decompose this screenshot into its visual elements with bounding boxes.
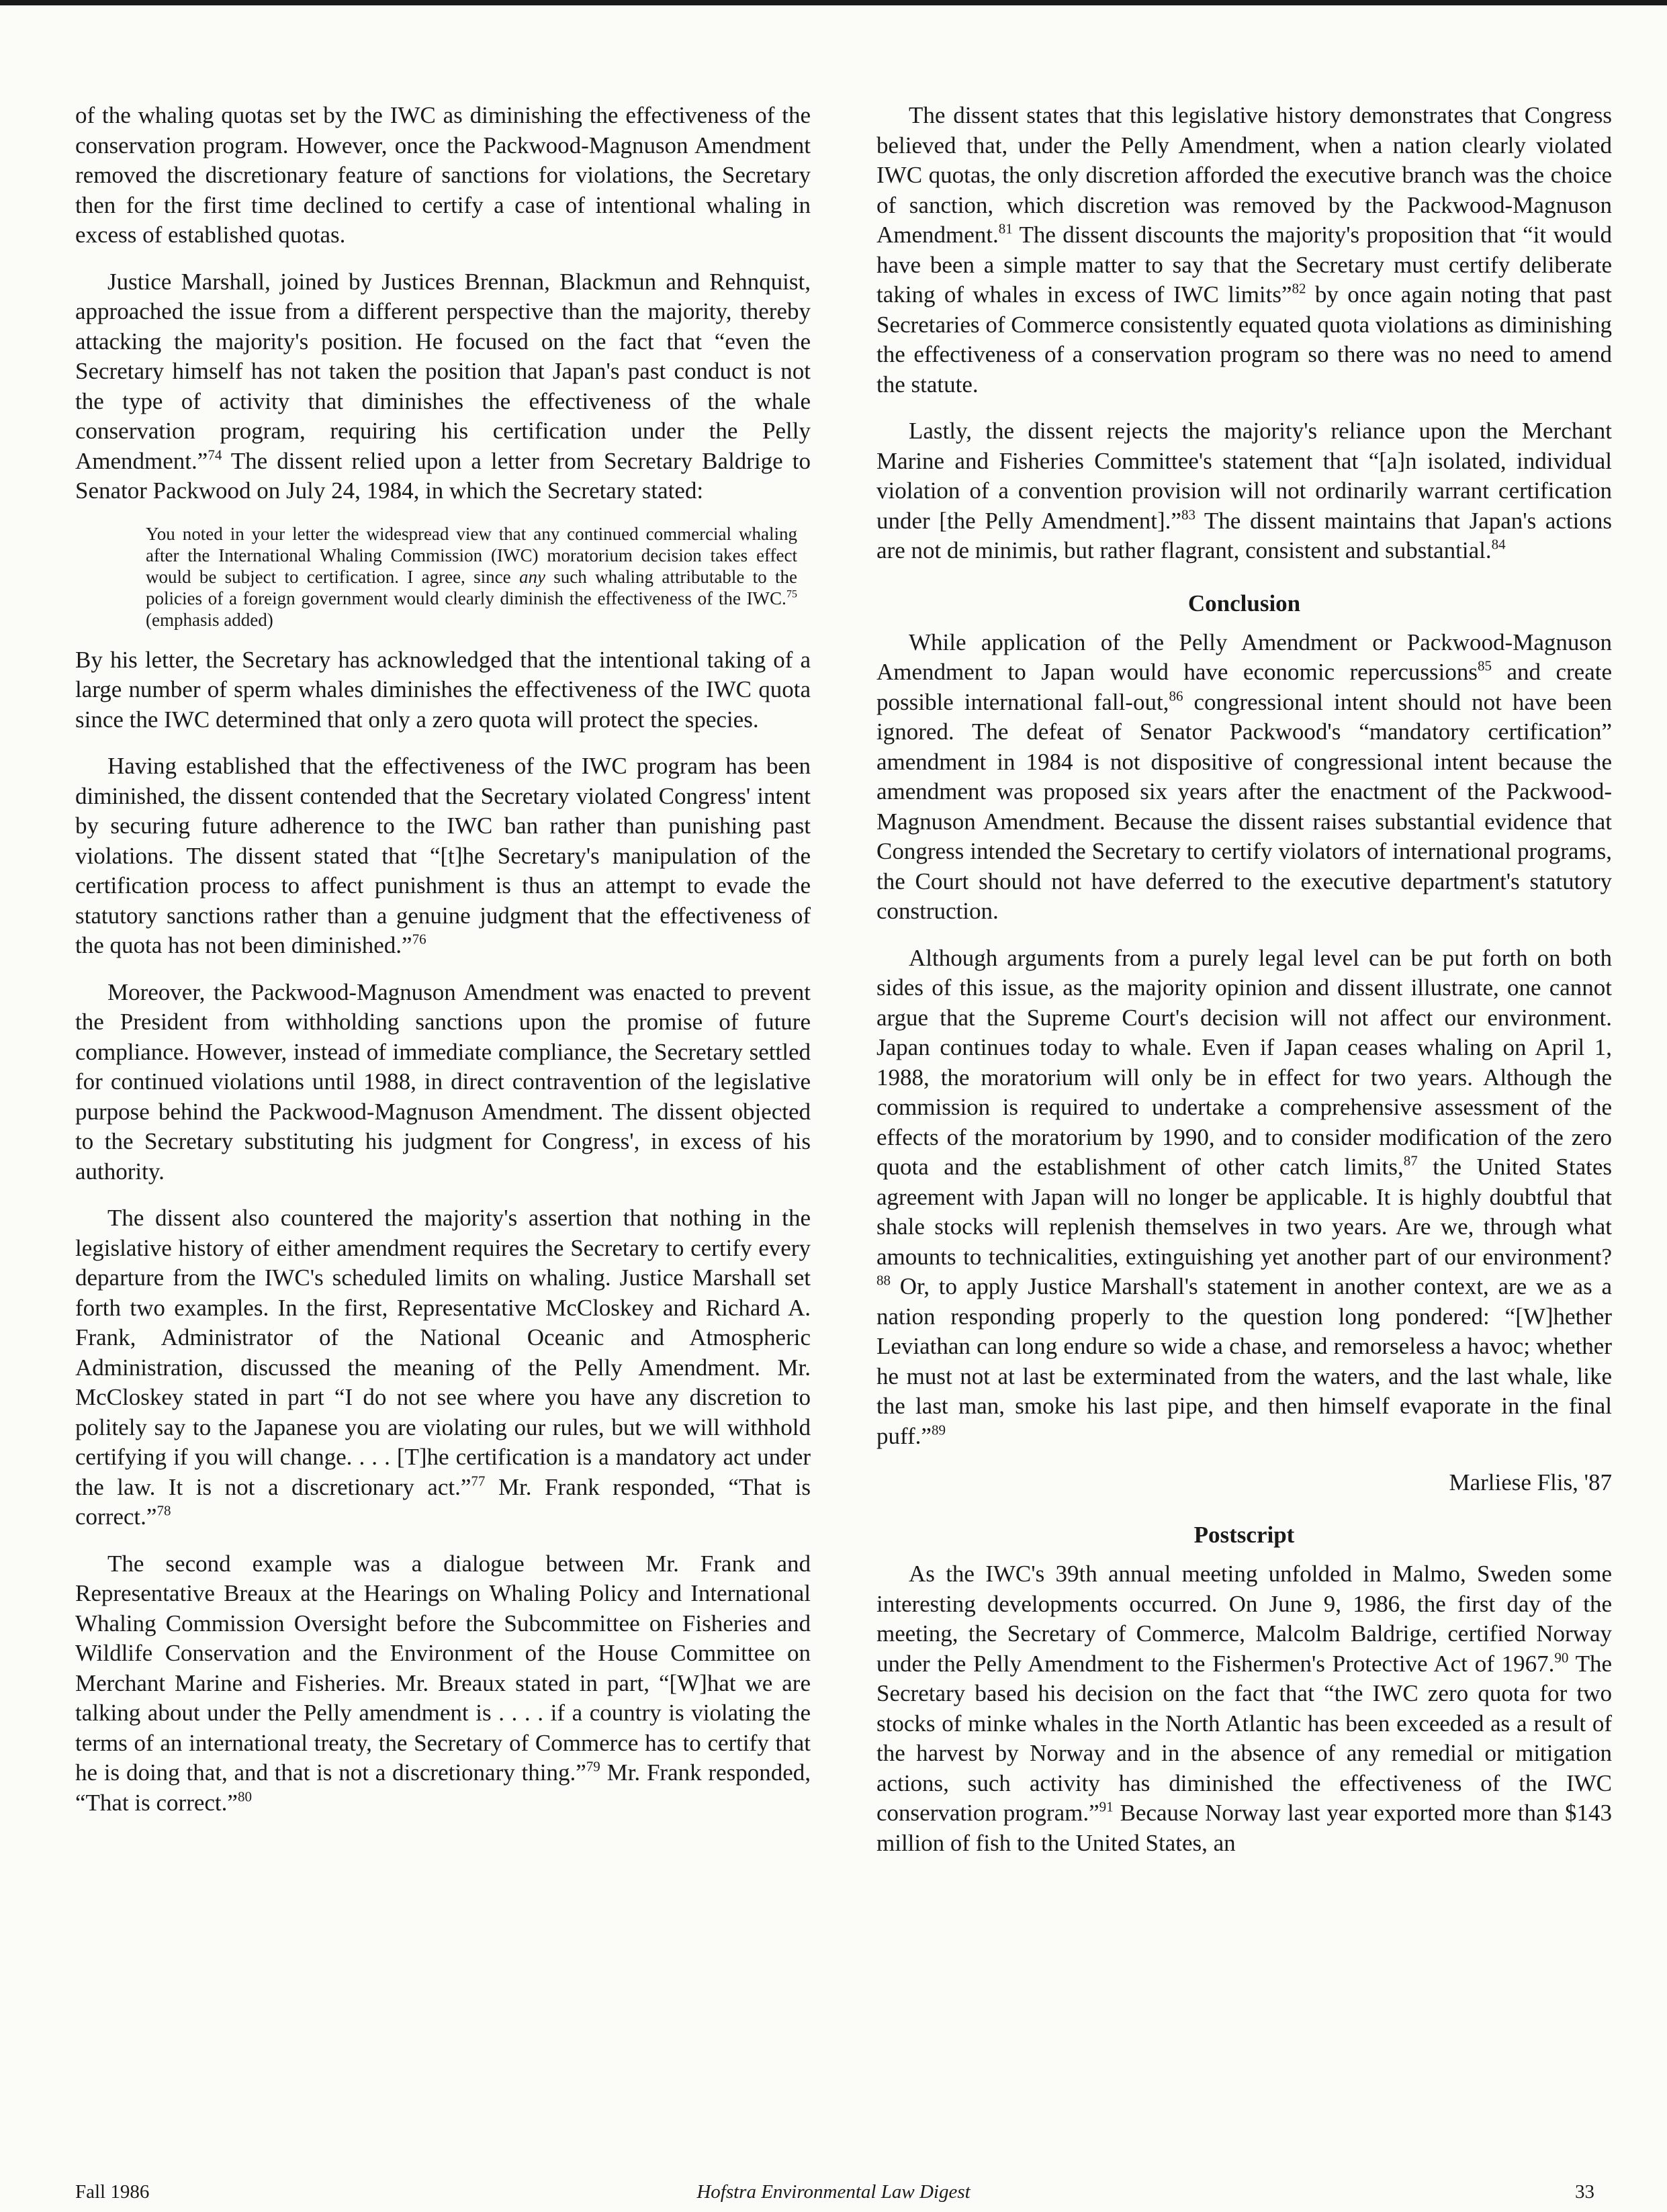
footnote-ref: 84 xyxy=(1491,536,1506,553)
footnote-ref: 88 xyxy=(876,1272,891,1289)
footnote-ref: 91 xyxy=(1099,1798,1114,1815)
left-column xyxy=(75,101,811,1835)
footnote-ref: 89 xyxy=(931,1421,946,1438)
footnote-ref: 83 xyxy=(1181,506,1196,522)
footnote-ref: 82 xyxy=(1292,280,1306,297)
footnote-ref: 76 xyxy=(412,931,426,948)
author-signature: Marliese Flis, '87 xyxy=(1449,1469,1612,1495)
top-rule xyxy=(0,0,1667,5)
footnote-ref: 77 xyxy=(471,1472,486,1489)
paragraph: Lastly, the dissent rejects the majority's reliance upon the Merchant Marine and Fisheries Committee's statement that “[a]n isolated, individual violation of a convention provision will not ordinarily warrant certification under [the Pelly Amendment].”$^{83}$ The dissent maintains that Japan's actions are not de minimis, but rather flagrant, consistent and substantial.$^{84}$ xyxy=(876,418,1612,563)
paragraph: The second example was a dialogue between Mr. Frank and Representative Breaux at the Hearings on Whaling Policy and International Whaling Commission Oversight before the Subcommittee on Fisheries and Wildlife Conservation and the Environment of the House Committee on Merchant Marine and Fisheries. Mr. Breaux stated in part, “[W]hat we are talking about under the Pelly amendment is . . . . if a country is violating the terms of an international treaty, the Secretary of Commerce has to certify that he is doing that, and that is not a discretionary thing.”$^{79}$ Mr. Frank responded, “That is correct.”$^{80}$ xyxy=(75,1550,811,1816)
footer-issue: Fall 1986 xyxy=(75,2181,150,2203)
footnote-ref: 90 xyxy=(1554,1649,1569,1665)
section-heading-postscript: Postscript xyxy=(1193,1522,1295,1548)
paragraph: While application of the Pelly Amendment or Packwood-Magnuson Amendment to Japan would have economic repercussions$^{85}$ and create possible international fall-out,$^{86}$ congressional intent should not have been ignored. The defeat of Senator Packwood's “mandatory certification” amendment in 1984 is not dispositive of congressional intent because the amendment was proposed six years after the enactment of the Packwood-Magnuson Amendment. Because the dissent raises substantial evidence that Congress intended the Secretary to certify violators of international programs, the Court should not have deferred to the executive department's statutory construction. xyxy=(876,629,1612,924)
paragraph: Justice Marshall, joined by Justices Brennan, Blackmun and Rehnquist, approached the issue from a different perspective than the majority, thereby attacking the majority's position. He focused on the fact that “even the Secretary himself has not taken the position that Japan's past conduct is not the type of activity that diminishes the effectiveness of the whale conservation program, requiring his certification under the Pelly Amendment.”$^{74}$ The dissent relied upon a letter from Secretary Baldrige to Senator Packwood on July 24, 1984, in which the Secretary stated: xyxy=(75,268,811,504)
paragraph: Having established that the effectiveness of the IWC program has been diminished, the dissent contended that the Secretary violated Congress' intent by securing future adherence to the IWC ban rather than punishing past violations. The dissent stated that “[t]he Secretary's manipulation of the certification process to affect punishment is thus an attempt to evade the statutory sanctions rather than a genuine judgment that the effectiveness of the quota has not been diminished.”$^{76}$ xyxy=(75,753,811,958)
footnote-ref: 74 xyxy=(208,446,222,463)
footnote-ref: 85 xyxy=(1477,657,1492,674)
footnote-ref: 78 xyxy=(156,1502,171,1519)
paragraph: The dissent also countered the majority's assertion that nothing in the legislative history of either amendment requires the Secretary to certify every departure from the IWC's scheduled limits on whaling. Justice Marshall set forth two examples. In the first, Representative McCloskey and Richard A. Frank, Administrator of the National Oceanic and Atmospheric Administration, discussed the meaning of the Pelly Amendment. Mr. McCloskey stated in part “I do not see where you have any discretion to politely say to the Japanese you are violating our rules, but we will withhold certifying if you will change. . . . [T]he certification is a mandatory act under the law. It is not a discretionary act.”$^{77}$ Mr. Frank responded, “That is correct.”$^{78}$ xyxy=(75,1205,811,1530)
footnote-ref: 79 xyxy=(586,1758,600,1775)
paragraph: As the IWC's 39th annual meeting unfolded in Malmo, Sweden some interesting developments occurred. On June 9, 1986, the first day of the meeting, the Secretary of Commerce, Malcolm Baldrige, certified Norway under the Pelly Amendment to the Fishermen's Protective Act of 1967.90 The Secretary based his decision on the fact that “the IWC zero quota for two stocks of minke whales in the North Atlantic has been exceeded as a result of the harvest by Norway and in the absence of any remedial or mitigation actions, such activity has diminished the effectiveness of the IWC conservation program.”$^{91}$ Because Norway last year exported more than $143 million of fish to the United States, an xyxy=(876,1561,1613,1856)
paragraph: of the whaling quotas set by the IWC as diminishing the effectiveness of the conservation program. However, once the Packwood-Magnuson Amendment removed the discretionary feature of sanctions for violations, the Secretary then for the first time declined to certify a case of intentional whaling in excess of established quotas. xyxy=(75,102,811,248)
footnote-ref: 80 xyxy=(237,1788,252,1804)
footnote-ref: 87 xyxy=(1403,1152,1418,1169)
footnote-ref: 75 xyxy=(786,587,797,600)
footer-journal: Hofstra Environmental Law Digest xyxy=(696,2181,971,2203)
section-heading-conclusion: Conclusion xyxy=(1187,590,1301,616)
footnote-ref: 86 xyxy=(1169,687,1183,704)
block-quote: You noted in your letter the widespread view that any continued commercial whaling after the International Whaling Commission (IWC) moratorium decision takes effect would be subject to certification. I agree, since any such whaling attributable to the policies of a foreign government would clearly diminish the effectiveness of the IWC.$^{75}$ (emphasis added) xyxy=(146,523,797,630)
footnote-ref: 81 xyxy=(998,220,1013,237)
paragraph: The dissent states that this legislative history demonstrates that Congress believed that, under the Pelly Amendment, when a nation clearly violated IWC quotas, the only discretion afforded the executive branch was the choice of sanction, which discretion was removed by the Packwood-Magnuson Amendment.$^{81}$ The dissent discounts the majority's proposition that “it would have been a simple matter to say that the Secretary must certify deliberate taking of whales in excess of IWC limits”$^{82}$ by once again noting that past Secretaries of Commerce consistently equated quota violations as diminishing the effectiveness of a conservation program so there was no need to amend the statute. xyxy=(876,102,1612,398)
right-column xyxy=(876,101,1612,1875)
footer-page-number: 33 xyxy=(1575,2181,1594,2203)
paragraph: By his letter, the Secretary has acknowledged that the intentional taking of a large number of sperm whales diminishes the effectiveness of the IWC quota since the IWC determined that only a zero quota will protect the species. xyxy=(75,646,811,733)
paragraph: Although arguments from a purely legal level can be put forth on both sides of this issue, as the majority opinion and dissent illustrate, one cannot argue that the Supreme Court's decision will not affect our environment. Japan continues today to whale. Even if Japan ceases whaling on April 1, 1988, the moratorium will only be in effect for two years. Although the commission is required to undertake a comprehensive assessment of the effects of the moratorium by 1990, and to consider modification of the zero quota and the establishment of other catch limits,$^{87}$ the United States agreement with Japan will no longer be applicable. It is highly doubtful that shale stocks will replenish themselves in two years. Are we, through what amounts to technicalities, extinguishing yet another part of our environment?$^{88}$ Or, to apply Justice Marshall's statement in another context, are we as a nation responding properly to the question long pondered: “[W]hether Leviathan can long endure so wide a chase, and remorseless a havoc; whether he must not at last be exterminated from the waters, and the last whale, like the last man, smoke his last pipe, and then himself evaporate in the final puff.”$^{89}$ xyxy=(876,944,1612,1449)
paragraph: Moreover, the Packwood-Magnuson Amendment was enacted to prevent the President from withholding sanctions upon the promise of future compliance. However, instead of immediate compliance, the Secretary settled for continued violations until 1988, in direct contravention of the legislative purpose behind the Packwood-Magnuson Amendment. The dissent objected to the Secretary substituting his judgment for Congress', in excess of his authority. xyxy=(75,978,811,1185)
